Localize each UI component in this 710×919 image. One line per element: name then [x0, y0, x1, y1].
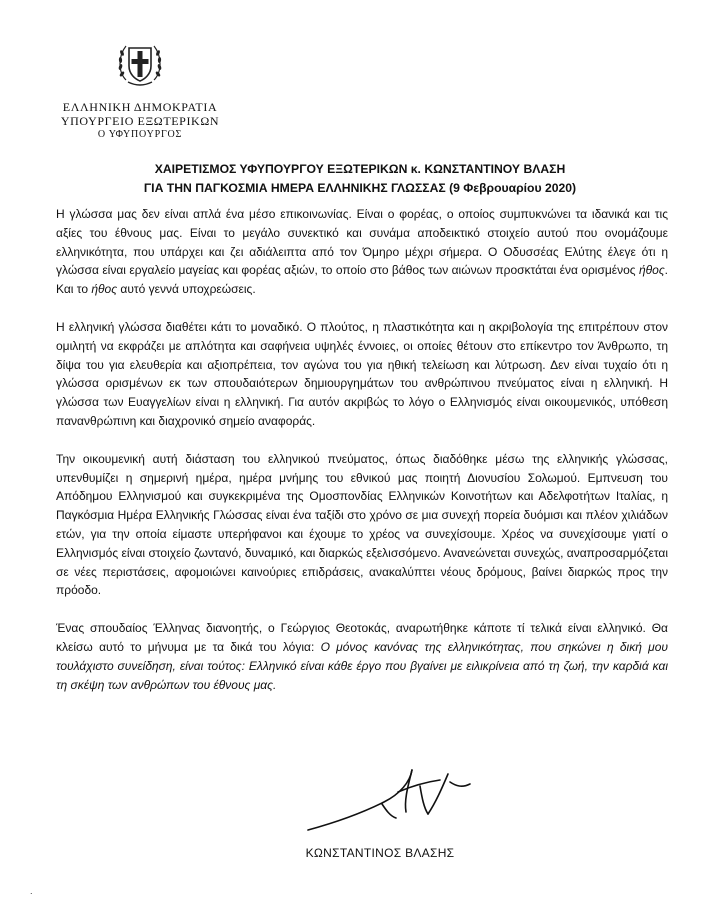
paragraph-1-text-b: . Και το — [56, 263, 668, 297]
paragraph-4 — [56, 619, 668, 694]
handwritten-signature-icon — [300, 752, 490, 842]
paragraph-1-text-a: Η γλώσσα μας δεν είναι απλά ένα μέσο επικοινωνίας. Είναι ο φορέας, ο οποίος συμπυκνώνει τα ιδανικά και τις αξίες του έθνους μας. Είναι το μεγάλο συνεκτικό και συνάμα αποδεικτικό στοιχείο αυτού που ονομάζουμε ελληνικότητα, που υπάρχει και ζει αδιάλειπτα από τον Όμηρο μέχρι σήμερα. Ο Οδυσσέας Ελύτης έλεγε ότι η γλώσσα είναι εργαλείο μαγείας και φορέας αξιών, το οποίο στο βάθος των αιώνων προσκτάται ένα ορισμένος — [56, 207, 668, 278]
document-title — [40, 160, 680, 198]
greek-coat-of-arms-icon — [112, 36, 168, 92]
paragraph-1-ethos-1: ήθος — [638, 263, 665, 278]
letterhead-republic: ΕΛΛΗΝΙΚΗ ΔΗΜΟΚΡΑΤΙΑ — [62, 100, 218, 114]
scan-mark: . — [30, 886, 33, 896]
paragraph-3: Την οικουμενική αυτή διάσταση του ελληνικού πνεύματος, όπως διαδόθηκε μέσω της ελληνικής γλώσσας, υπενθυμίζει η σημερινή ημέρα, ημέρα μνήμης του εθνικού μας ποιητή Διονυσίου Σολωμού. Εμπνευση του Απόδημου Ελληνισμού και συγκεκριμένα της Ομοσπονδίας Ελληνικών Κοινοτήτων και Αδελφοτήτων Ιταλίας, η Παγκόσμια Ημέρα Ελληνικής Γλώσσας είναι ένα ταξίδι στο χρόνο σε μια συνεχή πορεία δυόμισι και πλέον χιλιάδων ετών, για την οποία είμαστε υπερήφανοι και έχουμε το χρέος να συνεχίσουμε. Χρέος να συνεχίσουμε γιατί ο Ελληνισμός είναι στοιχείο ζωντανό, δυναμικό, και διαρκώς εξελισσόμενο. Ανανεώνεται συνεχώς, αναπροσαρμόζεται σε νέες περιστάσεις, αφομοιώνει καινούριες επιδράσεις, ανακαλύπτει νέους δρόμους, βαίνει διαρκώς προς την πρόοδο. — [56, 451, 668, 598]
paragraph-4-quote: Ο μόνος κανόνας της ελληνικότητας, που σηκώνει η δική μου τουλάχιστο συνείδηση, είναι τούτος: Ελληνικό είναι κάθε έργο που βγαίνει με ειλικρίνεια από τη ζωή, την καρδιά και τη σκέψη των ανθρώπων του έθνους μας. — [56, 639, 668, 692]
title-line-1: ΧΑΙΡΕΤΙΣΜΟΣ ΥΦΥΠΟΥΡΓΟΥ ΕΞΩΤΕΡΙΚΩΝ κ. ΚΩΝΣΤΑΝΤΙΝΟΥ ΒΛΑΣΗ — [154, 162, 566, 176]
letterhead-office: Ο ΥΦΥΠΟΥΡΓΟΣ — [97, 129, 183, 140]
letterhead — [40, 36, 240, 142]
paragraph-1-text-c: αυτό γεννά υποχρεώσεις. — [117, 282, 256, 297]
document-body — [56, 205, 668, 694]
paragraph-2: Η ελληνική γλώσσα διαθέτει κάτι το μοναδικό. Ο πλούτος, η πλαστικότητα και η ακριβολογία της επιτρέπουν στον ομιλητή να εκφράζει με απλότητα και σαφήνεια υψηλές έννοιες, οι οποίες θέτουν στο επίκεντρο τον Άνθρωπο, τη δίψα του για ελευθερία και αξιοπρέπεια, τον αγώνα του για ηθική τελείωση και λύτρωση. Δεν είναι τυχαίο ότι η γλώσσα ορισμένων εκ των σπουδαιότερων δημιουργημάτων του ανθρώπινου πνεύματος είναι η ελληνική. Η γλώσσα των Ευαγγελίων είναι η ελληνική. Για αυτόν ακριβώς το λόγο ο Ελληνισμός είναι οικουμενικός, υπόθεση πανανθρώπινη και διαχρονικό σημείο αναφοράς. — [56, 319, 668, 428]
title-line-2: ΓΙΑ ΤΗΝ ΠΑΓΚΟΣΜΙΑ ΗΜΕΡΑ ΕΛΛΗΝΙΚΗΣ ΓΛΩΣΣΑΣ (9 Φεβρουαρίου 2020) — [143, 181, 577, 195]
letterhead-ministry: ΥΠΟΥΡΓΕΙΟ ΕΞΩΤΕΡΙΚΩΝ — [60, 114, 220, 128]
paragraph-1 — [56, 205, 668, 299]
paragraph-4-text: Ένας σπουδαίος Έλληνας διανοητής, ο Γεώργιος Θεοτοκάς, αναρωτήθηκε κάποτε τί τελικά είναι ελληνικό. Θα κλείσω αυτό το μήνυμα με τα δικά του λόγια: — [56, 621, 668, 654]
signer-name: ΚΩΝΣΤΑΝΤΙΝΟΣ ΒΛΑΣΗΣ — [305, 846, 455, 860]
paragraph-1-ethos-2: ήθος — [91, 282, 118, 297]
